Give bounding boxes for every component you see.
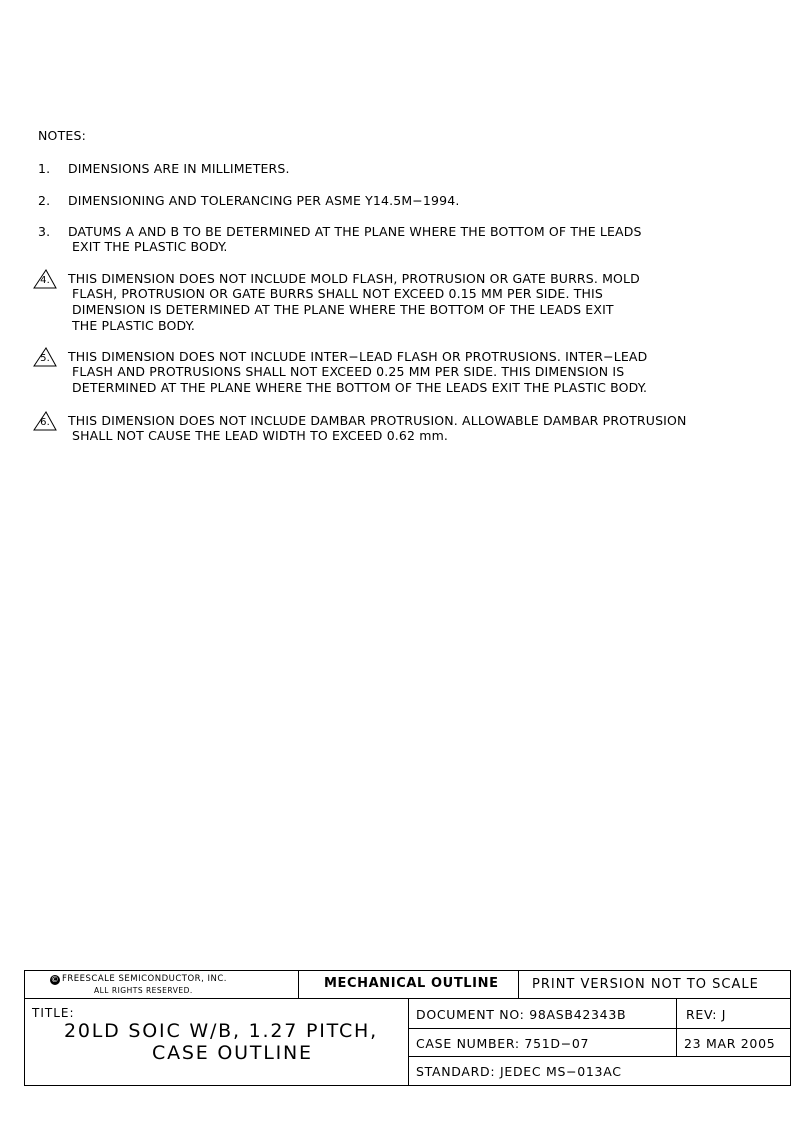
note-text: SHALL NOT CAUSE THE LEAD WIDTH TO EXCEED 0.62 mm. <box>72 428 449 443</box>
divider <box>298 970 299 998</box>
case-number: CASE NUMBER: 751D−07 <box>416 1036 590 1051</box>
note-text: DIMENSIONS ARE IN MILLIMETERS. <box>68 161 290 176</box>
note-text: FLASH AND PROTRUSIONS SHALL NOT EXCEED 0.25 MM PER SIDE. THIS DIMENSION IS <box>72 364 625 379</box>
revision-date: 23 MAR 2005 <box>684 1036 776 1051</box>
print-version-label: PRINT VERSION NOT TO SCALE <box>532 977 759 992</box>
flag-note-triangle-icon: 4. <box>32 268 58 290</box>
note-text: DETERMINED AT THE PLANE WHERE THE BOTTOM OF THE LEADS EXIT THE PLASTIC BODY. <box>72 380 648 395</box>
document-title-line-2: CASE OUTLINE <box>152 1042 313 1064</box>
divider <box>676 998 677 1056</box>
note-number: 2. <box>38 193 51 208</box>
flag-note-triangle-icon: 5. <box>32 346 58 368</box>
note-text: THE PLASTIC BODY. <box>72 318 195 333</box>
copyright-line-2: ALL RIGHTS RESERVED. <box>94 986 193 995</box>
note-text: DIMENSIONING AND TOLERANCING PER ASME Y14.5M−1994. <box>68 193 460 208</box>
mechanical-outline-label: MECHANICAL OUTLINE <box>324 976 499 991</box>
divider <box>408 1028 791 1029</box>
note-text: EXIT THE PLASTIC BODY. <box>72 239 228 254</box>
divider <box>408 998 409 1086</box>
note-number: 3. <box>38 224 51 239</box>
divider <box>518 970 519 998</box>
flag-note-triangle-icon: 6. <box>32 410 58 432</box>
title-block <box>24 970 791 1086</box>
notes-heading: NOTES: <box>38 128 87 143</box>
standard: STANDARD: JEDEC MS−013AC <box>416 1064 622 1079</box>
note-text: FLASH, PROTRUSION OR GATE BURRS SHALL NOT EXCEED 0.15 MM PER SIDE. THIS <box>72 286 603 301</box>
note-text: DIMENSION IS DETERMINED AT THE PLANE WHERE THE BOTTOM OF THE LEADS EXIT <box>72 302 614 317</box>
title-label: TITLE: <box>32 1006 75 1020</box>
note-text: THIS DIMENSION DOES NOT INCLUDE DAMBAR PROTRUSION. ALLOWABLE DAMBAR PROTRUSION <box>68 413 687 428</box>
note-number: 1. <box>38 161 51 176</box>
copyright-line-1: © FREESCALE SEMICONDUCTOR, INC. <box>50 974 227 984</box>
divider <box>408 1056 791 1057</box>
copyright-icon: © <box>50 975 60 984</box>
note-text: THIS DIMENSION DOES NOT INCLUDE MOLD FLASH, PROTRUSION OR GATE BURRS. MOLD <box>68 271 640 286</box>
document-number: DOCUMENT NO: 98ASB42343B <box>416 1007 627 1022</box>
document-title-line-1: 20LD SOIC W/B, 1.27 PITCH, <box>64 1020 378 1042</box>
note-text: THIS DIMENSION DOES NOT INCLUDE INTER−LEAD FLASH OR PROTRUSIONS. INTER−LEAD <box>68 349 648 364</box>
note-text: DATUMS A AND B TO BE DETERMINED AT THE PLANE WHERE THE BOTTOM OF THE LEADS <box>68 224 642 239</box>
revision: REV: J <box>686 1007 727 1022</box>
